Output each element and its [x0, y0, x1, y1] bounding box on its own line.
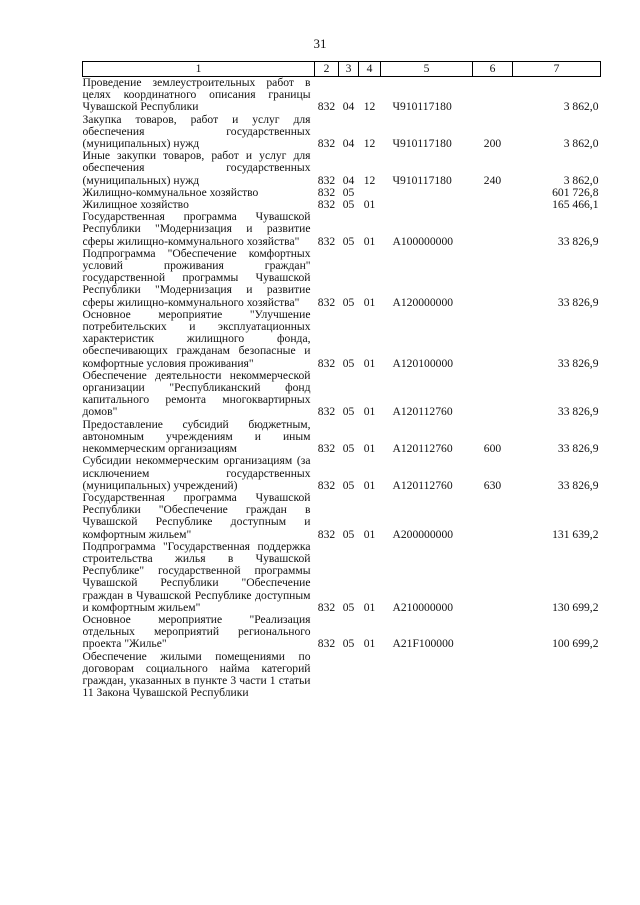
row-name: Основное мероприятие "Улучшение потребительских и эксплуатационных характеристик жилищного фонда, обеспечивающих гражданам безопасные и комфортные условия проживания"	[82, 307, 311, 370]
row-name: Подпрограмма "Обеспечение комфортных условий проживания граждан" государственной программы Чувашской Республики "Модернизация и развитие сферы жилищно-коммунального хозяйства"	[82, 246, 311, 309]
row-subsection-code: 01	[363, 198, 376, 212]
row-amount: 165 466,1	[552, 198, 599, 212]
row-expense-type: 240	[483, 173, 502, 187]
budget-table	[82, 61, 601, 699]
header-col-5: 5	[381, 62, 473, 77]
row-subsection-code: 01	[363, 527, 376, 541]
row-expense-type	[473, 614, 513, 651]
row-section-code: 05	[342, 405, 355, 419]
row-name: Иные закупки товаров, работ и услуг для обеспечения государственных (муниципальных) нужд	[82, 149, 311, 187]
row-expense-type	[473, 541, 513, 614]
row-target-code: А21F100000	[392, 637, 454, 651]
row-ministry-code: 832	[317, 527, 336, 541]
row-amount: 33 826,9	[557, 356, 599, 370]
table-row	[83, 150, 601, 187]
row-subsection-code: 01	[363, 600, 376, 614]
table-row	[83, 77, 601, 114]
row-section-code: 04	[342, 173, 355, 187]
table-row	[83, 455, 601, 492]
row-section-code: 05	[342, 295, 355, 309]
row-subsection-code: 12	[363, 173, 376, 187]
row-target-code: А120100000	[392, 356, 454, 370]
row-name: Основное мероприятие "Реализация отдельных мероприятий регионального проекта "Жилье"	[82, 612, 311, 651]
row-subsection-code: 01	[363, 356, 376, 370]
row-section-code: 05	[342, 478, 355, 492]
row-ministry-code: 832	[317, 198, 336, 212]
row-expense-type	[473, 651, 513, 700]
row-amount: 3 862,0	[563, 173, 599, 187]
row-ministry-code: 832	[317, 173, 336, 187]
row-ministry-code: 832	[317, 600, 336, 614]
row-target-code: А120000000	[392, 295, 454, 309]
row-target-code	[381, 187, 473, 199]
row-section-code: 04	[342, 137, 355, 151]
row-section-code: 05	[342, 198, 355, 212]
page-number: 31	[313, 36, 327, 51]
row-subsection-code: 01	[363, 405, 376, 419]
table-row	[83, 492, 601, 541]
row-subsection-code: 01	[363, 442, 376, 456]
table-row	[83, 419, 601, 456]
row-target-code: А210000000	[392, 600, 454, 614]
row-expense-type	[473, 370, 513, 419]
row-subsection-code: 01	[363, 637, 376, 651]
row-expense-type: 600	[483, 442, 502, 456]
row-amount: 3 862,0	[563, 137, 599, 151]
row-expense-type	[473, 187, 513, 199]
row-ministry-code: 832	[317, 478, 336, 492]
row-subsection-code	[359, 651, 381, 700]
row-target-code	[381, 199, 473, 211]
row-section-code: 05	[342, 234, 355, 248]
row-expense-type	[473, 211, 513, 248]
row-section-code: 05	[342, 442, 355, 456]
row-amount: 33 826,9	[557, 295, 599, 309]
row-expense-type	[473, 309, 513, 370]
row-amount: 33 826,9	[557, 442, 599, 456]
table-row	[83, 541, 601, 614]
row-name: Проведение землеустроительных работ в целях координатного описания границы Чувашской Республики	[82, 76, 311, 114]
row-section-code: 04	[342, 100, 355, 114]
row-amount: 100 699,2	[552, 637, 599, 651]
row-ministry-code: 832	[317, 137, 336, 151]
row-expense-type	[473, 248, 513, 309]
row-subsection-code: 01	[363, 478, 376, 492]
row-target-code: А200000000	[392, 527, 454, 541]
row-ministry-code: 832	[317, 405, 336, 419]
header-col-4: 4	[359, 62, 381, 77]
row-amount: 601 726,8	[552, 185, 599, 199]
row-target-code: А100000000	[392, 234, 454, 248]
row-section-code: 05	[342, 356, 355, 370]
row-amount: 33 826,9	[557, 234, 599, 248]
row-name: Обеспечение жилыми помещениями по договорам социального найма категорий граждан, указанных в пункте 3 части 1 статьи 11 Закона Чувашской Республики	[82, 649, 311, 700]
row-section-code: 05	[342, 600, 355, 614]
row-ministry-code	[315, 651, 339, 700]
row-ministry-code: 832	[317, 637, 336, 651]
row-target-code: Ч910117180	[392, 137, 452, 151]
row-name: Подпрограмма "Государственная поддержка строительства жилья в Чувашской Республике" государственной программы Чувашской Республики "Обеспечение граждан в Чувашской Республике доступным и комфортным жильем"	[82, 539, 311, 614]
row-target-code: Ч910117180	[392, 100, 452, 114]
row-name: Обеспечение деятельности некоммерческой организации "Республиканский фонд капитального ремонта многоквартирных домов"	[82, 368, 311, 419]
row-target-code	[381, 651, 473, 700]
row-ministry-code: 832	[317, 185, 336, 199]
row-section-code: 05	[342, 527, 355, 541]
row-target-code: Ч910117180	[392, 173, 452, 187]
table-row	[83, 309, 601, 370]
row-amount: 3 862,0	[563, 100, 599, 114]
table-row	[83, 248, 601, 309]
row-amount: 33 826,9	[557, 405, 599, 419]
row-name: Жилищно-коммунальное хозяйство	[82, 185, 259, 199]
header-col-1: 1	[83, 62, 315, 77]
row-name: Закупка товаров, работ и услуг для обеспечения государственных (муниципальных) нужд	[82, 112, 311, 151]
row-subsection-code: 01	[363, 234, 376, 248]
header-col-6: 6	[473, 62, 513, 77]
row-name: Жилищное хозяйство	[82, 198, 189, 212]
row-ministry-code: 832	[317, 234, 336, 248]
row-name: Государственная программа Чувашской Республики "Модернизация и развитие сферы жилищно-коммунального хозяйства"	[82, 210, 311, 248]
row-subsection-code: 12	[363, 137, 376, 151]
table-row	[83, 211, 601, 248]
table-header-row	[83, 62, 601, 77]
row-expense-type	[473, 77, 513, 114]
row-ministry-code: 832	[317, 356, 336, 370]
header-col-2: 2	[315, 62, 339, 77]
row-ministry-code: 832	[317, 100, 336, 114]
table-row	[83, 370, 601, 419]
row-subsection-code: 12	[363, 100, 376, 114]
row-expense-type	[473, 199, 513, 211]
table-row	[83, 614, 601, 651]
row-name: Государственная программа Чувашской Республики "Обеспечение граждан в Чувашской Республике доступным и комфортным жильем"	[82, 490, 311, 541]
row-section-code: 05	[342, 185, 355, 199]
header-col-3: 3	[339, 62, 359, 77]
row-target-code: А120112760	[392, 478, 453, 492]
row-expense-type: 630	[483, 478, 502, 492]
row-expense-type: 200	[483, 137, 502, 151]
table-row	[83, 651, 601, 700]
row-name: Субсидии некоммерческим организациям (за исключением государственных (муниципальных) учреждений)	[82, 454, 311, 492]
row-subsection-code: 01	[363, 295, 376, 309]
row-amount: 33 826,9	[557, 478, 599, 492]
row-ministry-code: 832	[317, 295, 336, 309]
row-ministry-code: 832	[317, 442, 336, 456]
row-name: Предоставление субсидий бюджетным, автономным учреждениям и иным некоммерческим организациям	[82, 417, 311, 456]
table-row	[83, 114, 601, 151]
row-amount: 131 639,2	[552, 527, 599, 541]
row-target-code: А120112760	[392, 405, 453, 419]
row-target-code: А120112760	[392, 442, 453, 456]
row-expense-type	[473, 492, 513, 541]
header-col-7: 7	[513, 62, 601, 77]
row-section-code: 05	[342, 637, 355, 651]
row-amount	[513, 651, 601, 700]
row-amount: 130 699,2	[552, 600, 599, 614]
row-section-code	[339, 651, 359, 700]
